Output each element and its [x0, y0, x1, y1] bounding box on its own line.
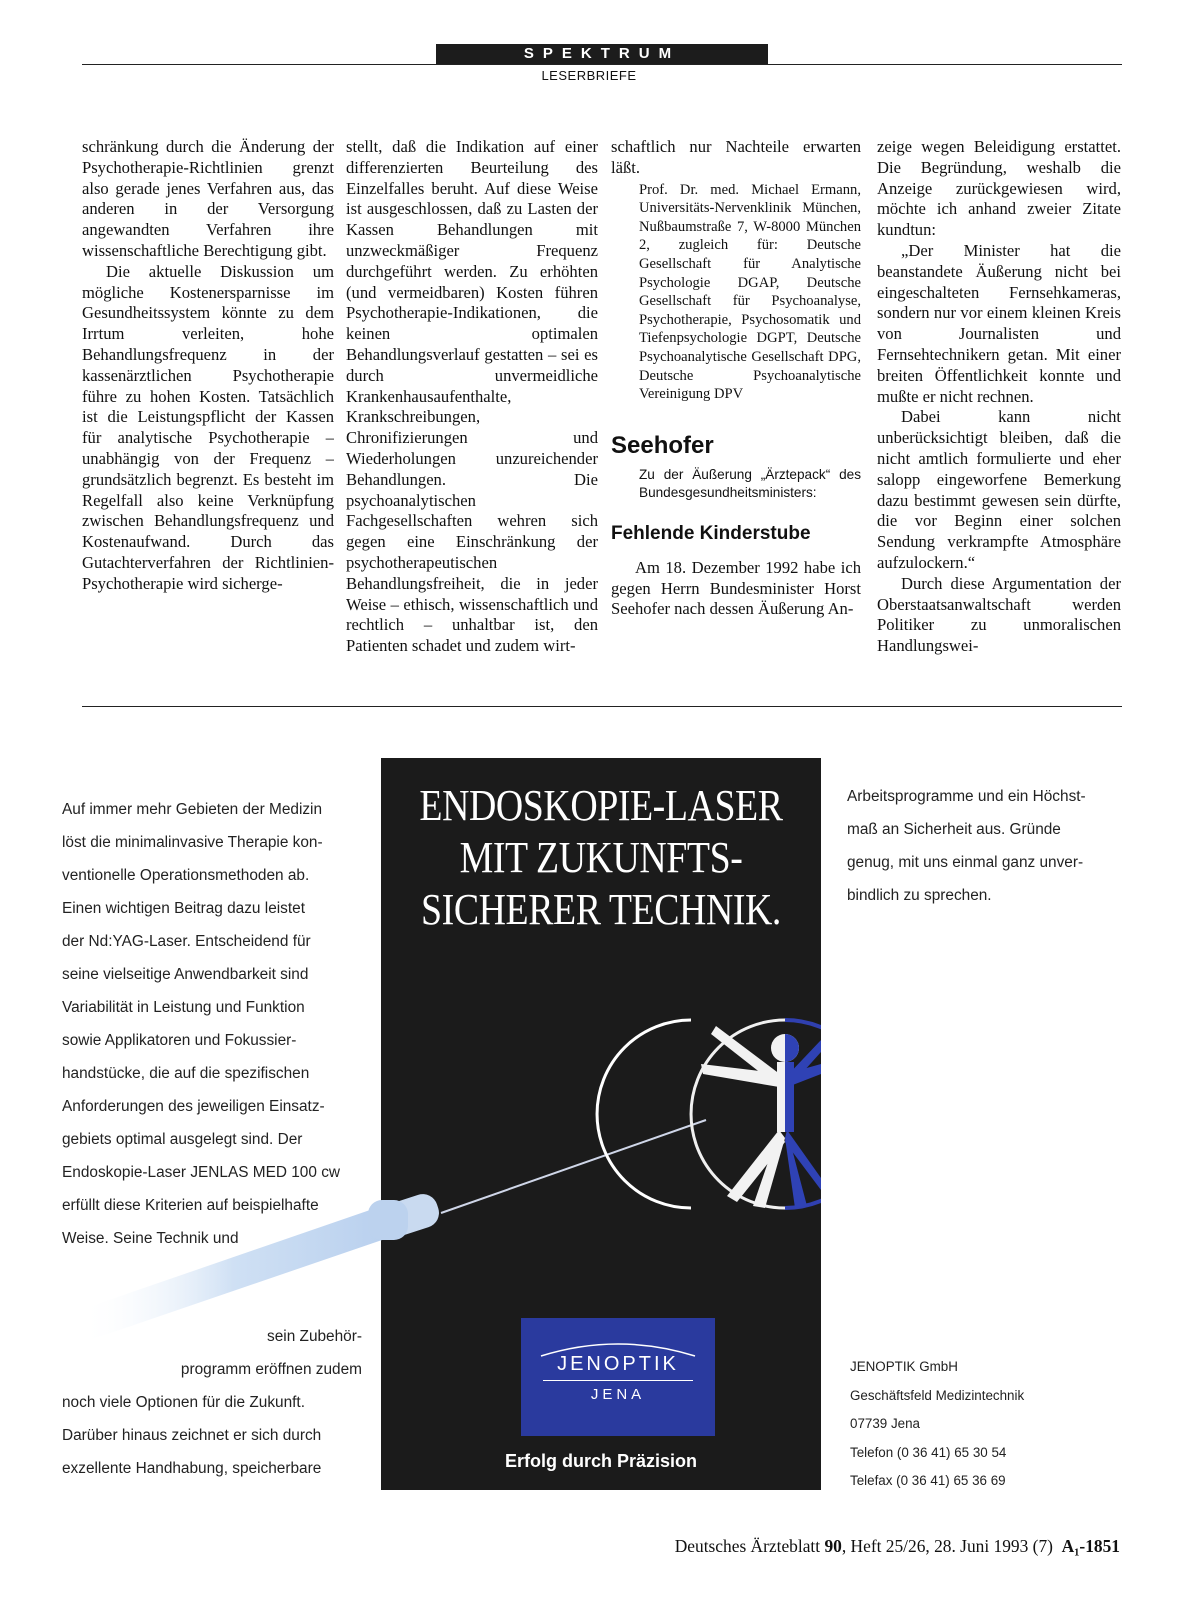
ad-line: Anforderungen des jeweiligen Einsatz-	[62, 1098, 325, 1115]
paragraph: zeige wegen Beleidigung erstattet. Die Begründung, weshalb die Anzeige zurückgewiesen wird, möchte ich anhand zweier Zitate kundtun:	[877, 137, 1121, 240]
logo-divider	[543, 1380, 693, 1381]
page-footer	[675, 1536, 1120, 1557]
ad-line: programm eröffnen zudem	[180, 1361, 362, 1378]
ad-body-left-tail	[62, 1386, 392, 1485]
ad-line: der Nd:YAG-Laser. Entscheidend für	[62, 933, 311, 950]
letter-subhead: Zu der Äußerung „Ärztepack“ des Bundesgesundheitsministers:	[639, 466, 861, 500]
article-column-2	[346, 137, 598, 697]
journal-volume: 90	[824, 1536, 842, 1556]
ad-line: Darüber hinaus zeichnet er sich durch	[62, 1427, 322, 1444]
page-number: A₁-1851	[1061, 1536, 1120, 1556]
article-column-3	[611, 137, 861, 697]
ad-line: sowie Applikatoren und Fokussier-	[62, 1032, 297, 1049]
ad-body-left	[62, 793, 392, 1255]
ad-headline-line: SICHERER TECHNIK.	[421, 885, 781, 934]
ad-line: Variabilität in Leistung und Funktion	[62, 999, 305, 1016]
ad-line: Weise. Seine Technik und	[62, 1230, 239, 1247]
ad-line: gebiets optimal ausgelegt sind. Der	[62, 1131, 303, 1148]
ad-line: Auf immer mehr Gebieten der Medizin	[62, 801, 323, 818]
paragraph: schaftlich nur Nachteile erwarten läßt.	[611, 137, 861, 177]
address-line: Telefon (0 36 41) 65 30 54	[850, 1444, 1007, 1460]
ad-line: maß an Sicherheit aus. Gründe	[847, 821, 1061, 838]
subsection-label: LESERBRIEFE	[541, 68, 637, 83]
ad-line: Einen wichtigen Beitrag dazu leistet	[62, 900, 305, 917]
header-rule	[82, 64, 1122, 65]
ad-line: exzellente Handhabung, speicherbare	[62, 1460, 322, 1477]
logo-wordmark: JENOPTIK	[557, 1353, 679, 1375]
ad-line: noch viele Optionen für die Zukunft.	[62, 1394, 305, 1411]
ad-line: sein Zubehör-	[267, 1328, 362, 1345]
paragraph: „Der Minister hat die beanstandete Äußerung nicht bei eingeschalteten Fernsehkameras, sondern nur vor einem kleinen Kreis von Journalisten und Fernsehtechnikern getan. Mit einer breiten Öffentlichkeit konnte und mußte er nicht rechnen.	[877, 240, 1121, 406]
letter-kicker: Seehofer	[611, 431, 714, 459]
address-line: JENOPTIK GmbH	[850, 1359, 958, 1374]
letter-signature: Prof. Dr. med. Michael Ermann, Universitäts-Nervenklinik München, Nußbaumstraße 7, W-8000 München 2, zugleich für: Deutsche Gesellschaft für Analytische Psychologie DGAP, Deutsche Gesellschaft für Psychoanalyse, Psychotherapie, Psychosomatik und Tiefenpsychologie DGPT, Deutsche Psychoanalytische Gesellschaft DPG, Deutsche Psychoanalytische Vereinigung DPV	[639, 181, 861, 403]
journal-issue: , Heft 25/26, 28. Juni 1993 (7)	[841, 1536, 1053, 1556]
company-address	[850, 1353, 1110, 1496]
ad-line: löst die minimalinvasive Therapie kon-	[62, 834, 323, 851]
jenoptik-logo	[521, 1318, 715, 1436]
article-column-4	[877, 137, 1121, 697]
article-bottom-rule	[82, 706, 1122, 707]
ad-line: seine vielseitige Anwendbarkeit sind	[62, 966, 309, 983]
ad-line: bindlich zu sprechen.	[847, 887, 992, 904]
address-line: Geschäftsfeld Medizintechnik	[850, 1387, 1025, 1403]
paragraph: Dabei kann nicht unberücksichtigt bleiben, daß die nicht amtlich formulierte und eher salopp eingeworfene Bemerkung dazu bestimmt gewesen sein dürfte, die vor Beginn einer solchen Sendung verkrampfte Atmosphäre aufzulockern.“	[877, 407, 1121, 572]
paragraph: Am 18. Dezember 1992 habe ich gegen Herrn Bundesminister Horst Seehofer nach dessen Äußerung An-	[611, 557, 861, 619]
ad-line: genug, mit uns einmal ganz unver-	[847, 854, 1084, 871]
ad-body-right	[847, 780, 1137, 912]
journal-name: Deutsches Ärzteblatt	[674, 1536, 821, 1556]
ad-slogan: Erfolg durch Präzision	[504, 1451, 698, 1471]
ad-line: Arbeitsprogramme und ein Höchst-	[847, 788, 1086, 805]
address-line: Telefax (0 36 41) 65 36 69	[850, 1473, 1006, 1488]
paragraph: schränkung durch die Änderung der Psychotherapie-Richtlinien grenzt also gerade jenes Verfahren aus, das anderen in der Versorgung angewandten Verfahren ihre wissenschaftliche Berechtigung gibt.	[82, 137, 334, 260]
ad-headline	[412, 780, 790, 936]
ad-headline-line: MIT ZUKUNFTS-	[459, 833, 743, 882]
paragraph: Die aktuelle Diskussion um mögliche Kostenersparnisse im Gesundheitssystem könnte zu dem Irrtum verleiten, hohe Behandlungsfrequenz in der kassenärztlichen Psychotherapie führe zu hohen Kosten. Tatsächlich ist die Leistungspflicht der Kassen für analytische Psychotherapie – unabhängig von der Frequenz – grundsätzlich begrenzt. Es besteht im Regelfall also keine Verknüpfung zwischen Behandlungsfrequenz und Kostenaufwand. Durch das Gutachterverfahren der Richtlinien-Psychotherapie wird sicherge-	[82, 261, 334, 593]
paragraph: Durch diese Argumentation der Oberstaatsanwaltschaft werden Politiker zu unmoralischen Handlungswei-	[877, 573, 1121, 656]
ad-panel	[381, 758, 821, 1490]
ad-headline-line: ENDOSKOPIE-LASER	[419, 781, 783, 830]
laser-probe-icon	[70, 1200, 410, 1360]
ad-line: handstücke, die auf die spezifischen	[62, 1065, 310, 1082]
ad-line: erfüllt diese Kriterien auf beispielhafte	[62, 1197, 319, 1214]
article-column-1	[82, 137, 334, 697]
address-line: 07739 Jena	[850, 1416, 920, 1431]
ad-line: ventionelle Operationsmethoden ab.	[62, 867, 310, 884]
paragraph: stellt, daß die Indikation auf einer differenzierten Beurteilung des Einzelfalles beruht. Auf diese Weise ist ausgeschlossen, daß zu Lasten der Kassen Behandlungen mit unzweckmäßiger Frequenz durchgeführt werden. Zu erhöhten (und vermeidbaren) Kosten führen Psychotherapie-Indikationen, die keinen optimalen Behandlungsverlauf gestatten – sei es durch unvermeidliche Krankenhausaufenthalte, Krankschreibungen, Chronifizierungen und Wiederholungen unzureichender Behandlungen. Die psychoanalytischen Fachgesellschaften wehren sich gegen eine Einschränkung der psychotherapeutischen Behandlungsfreiheit, die in jeder Weise – ethisch, wissenschaftlich und rechtlich – unhaltbar ist, den Patienten schadet und zudem wirt-	[346, 137, 598, 656]
ad-line: Endoskopie-Laser JENLAS MED 100 cw	[62, 1164, 341, 1181]
logo-city: JENA	[590, 1386, 646, 1403]
section-banner: SPEKTRUM	[436, 44, 768, 64]
letter-heading: Fehlende Kinderstube	[611, 522, 811, 544]
